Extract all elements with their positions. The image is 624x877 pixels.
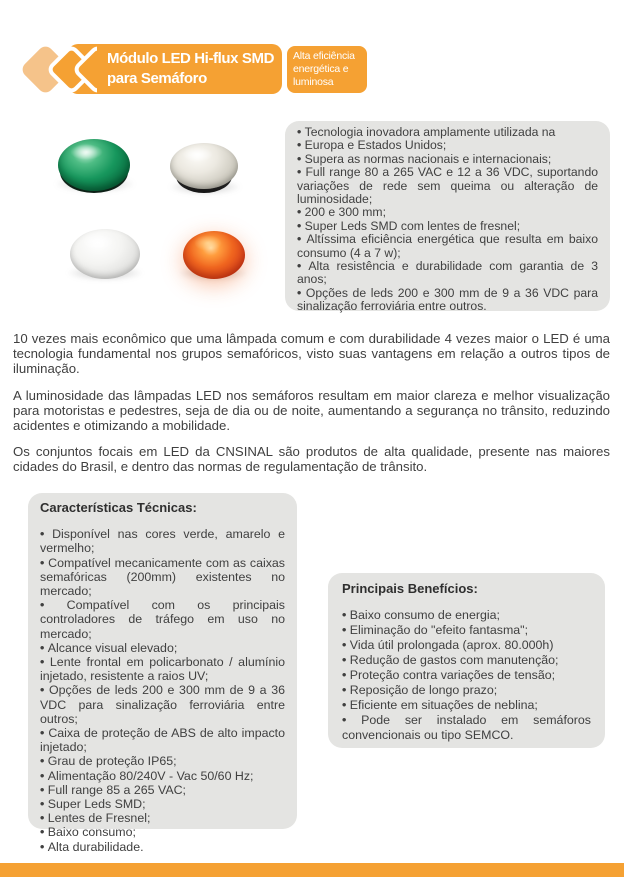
body-paragraph: 10 vezes mais econômico que uma lâmpada comum e com durabilidade 4 vezes maior o LED é uma tecnologia fundamental nos grupos semafóricos, visto suas vantagens em relação a outros tipos de iluminação. [13, 331, 610, 377]
tagline-line: energética e [293, 63, 349, 75]
list-item: • Compatível com os principais controladores de tráfego em uso no mercado; [40, 598, 285, 641]
list-item: • 200 e 300 mm; [297, 206, 598, 219]
list-item: • Full range 85 a 265 VAC; [40, 783, 285, 797]
list-item: • Disponível nas cores verde, amarelo e vermelho; [40, 527, 285, 555]
list-item: • Proteção contra variações de tensão; [342, 668, 591, 683]
list-item: • Baixo consumo de energia; [342, 608, 591, 623]
page-title-line: para Semáforo [107, 70, 207, 87]
list-item: • Caixa de proteção de ABS de alto impacto injetado; [40, 726, 285, 754]
list-item: • Opções de leds 200 e 300 mm de 9 a 36 VDC para sinalização ferroviária entre outros; [40, 683, 285, 726]
list-item: • Alta resistência e durabilidade com garantia de 3 anos; [297, 260, 598, 287]
tech-specs-heading: Características Técnicas: [40, 500, 197, 515]
green-led-module [58, 139, 130, 191]
list-item: • Alta durabilidade. [40, 840, 285, 854]
list-item: • Alimentação 80/240V - Vac 50/60 Hz; [40, 769, 285, 783]
list-item: • Redução de gastos com manutenção; [342, 653, 591, 668]
silver-led-module [170, 143, 238, 189]
list-item: • Vida útil prolongada (aprox. 80.000h) [342, 638, 591, 653]
list-item: • Super Leds SMD; [40, 797, 285, 811]
list-item: • Tecnologia inovadora amplamente utilizada na [297, 126, 598, 139]
body-paragraph: Os conjuntos focais em LED da CNSINAL são produtos de alta qualidade, presente nas maiores cidades do Brasil, e dentro das normas de regulamentação de trânsito. [13, 444, 610, 475]
list-item: • Opções de leds 200 e 300 mm de 9 a 36 VDC para sinalização ferroviária entre outros. [297, 287, 598, 314]
list-item: • Europa e Estados Unidos; [297, 139, 598, 152]
page-title [97, 44, 282, 94]
list-item: • Super Leds SMD com lentes de fresnel; [297, 220, 598, 233]
product-photo [30, 123, 280, 323]
list-item: • Full range 80 a 265 VAC e 12 a 36 VDC, suportando variações de rede sem queima ou alteração de luminosidade; [297, 166, 598, 206]
list-item: • Eficiente em situações de neblina; [342, 698, 591, 713]
benefits-list [342, 608, 591, 743]
tech-specs-list [40, 527, 285, 854]
benefits-heading: Principais Benefícios: [342, 581, 478, 596]
red-led-module [183, 231, 245, 279]
list-item: • Reposição de longo prazo; [342, 683, 591, 698]
body-paragraph: A luminosidade das lâmpadas LED nos semáforos resultam em maior clareza e melhor visualização para motoristas e pedestres, seja de dia ou de noite, aumentando a segurança no trânsito, reduzindo acidentes e otimizando a mobilidade. [13, 387, 610, 434]
tagline-badge [287, 46, 367, 93]
list-item: • Alcance visual elevado; [40, 641, 285, 655]
list-item: • Eliminação do "efeito fantasma"; [342, 623, 591, 638]
intro-feature-list [297, 126, 598, 314]
tagline-line: luminosa [293, 76, 334, 88]
page-title-line: Módulo LED Hi-flux SMD [107, 50, 275, 67]
footer-bar [0, 863, 624, 877]
list-item: • Supera as normas nacionais e internacionais; [297, 153, 598, 166]
list-item: • Altíssima eficiência energética que resulta em baixo consumo (4 a 7 w); [297, 233, 598, 260]
list-item: • Lente frontal em policarbonato / alumínio injetado, resistente a raios UV; [40, 655, 285, 683]
white-led-module [70, 229, 140, 279]
intro-features-box [285, 121, 610, 314]
benefits-box [328, 573, 605, 748]
tagline-line: Alta eficiência [293, 50, 355, 62]
list-item: • Compatível mecanicamente com as caixas semafóricas (200mm) existentes no mercado; [40, 556, 285, 599]
list-item: • Baixo consumo; [40, 825, 285, 839]
list-item: • Lentes de Fresnel; [40, 811, 285, 825]
list-item: • Grau de proteção IP65; [40, 754, 285, 768]
body-text [13, 331, 610, 486]
list-item: • Pode ser instalado em semáforos convencionais ou tipo SEMCO. [342, 713, 591, 743]
tech-specs-box [28, 493, 297, 854]
